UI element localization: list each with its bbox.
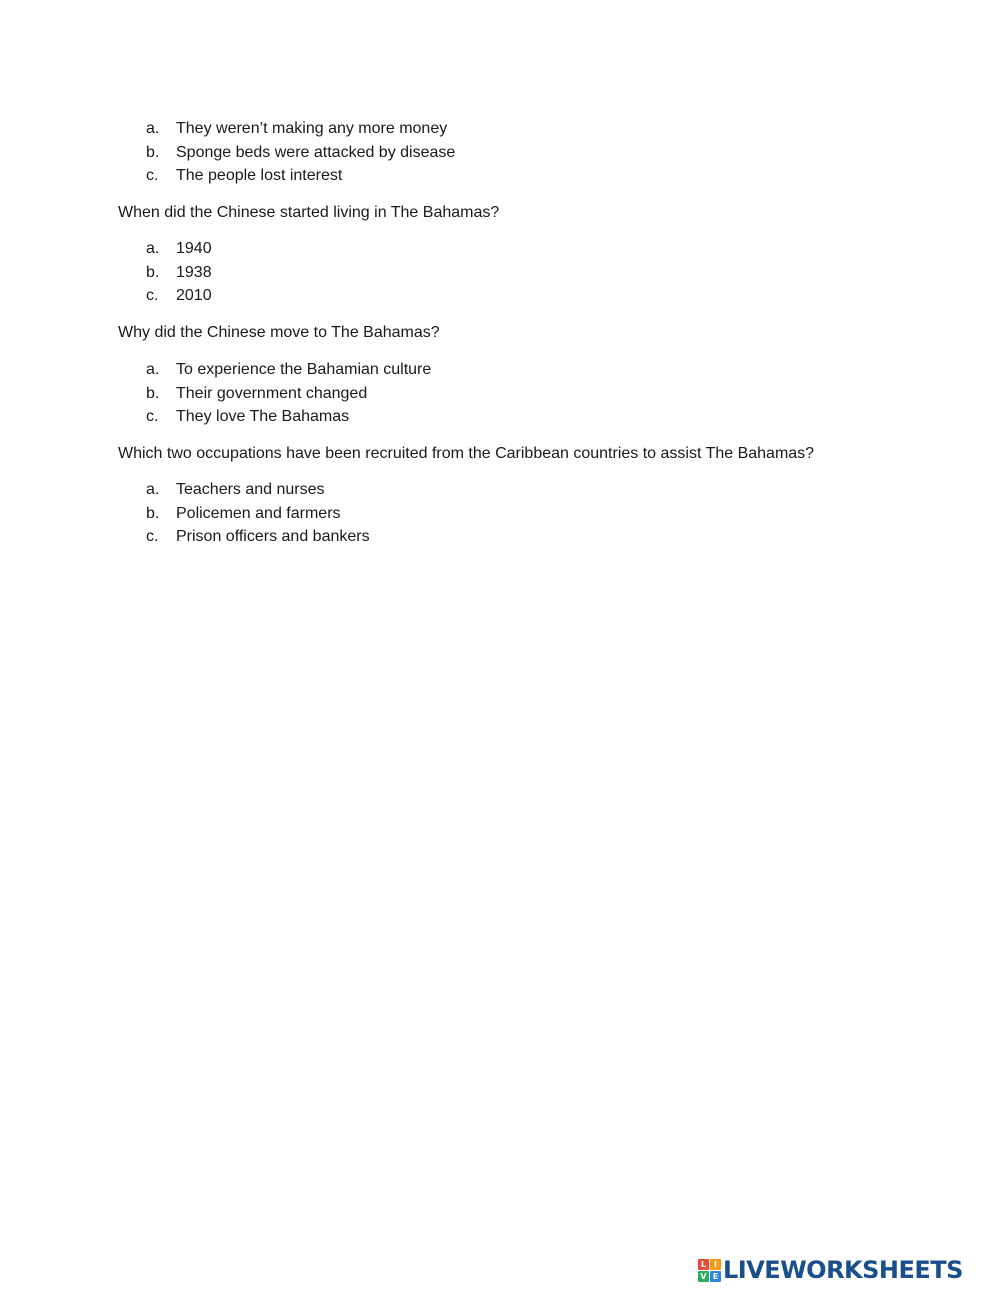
option-text: Sponge beds were attacked by disease: [176, 143, 456, 161]
option-letter: c.: [146, 287, 159, 304]
option-text: 1938: [176, 263, 212, 281]
option-2b: [146, 261, 212, 285]
option-text: The people lost interest: [176, 167, 343, 184]
option-text: They love The Bahamas: [176, 408, 350, 425]
option-letter: a.: [146, 120, 160, 137]
logo-tile: I: [710, 1259, 721, 1270]
option-4b: [146, 502, 370, 526]
option-text: 2010: [176, 287, 212, 304]
option-3a: [146, 358, 431, 382]
logo-tile: V: [698, 1271, 709, 1282]
question-3: Why did the Chinese move to The Bahamas?: [118, 324, 440, 341]
option-letter: b.: [146, 263, 160, 281]
option-text: Prison officers and bankers: [176, 528, 370, 545]
logo-tile: E: [710, 1271, 721, 1282]
option-text: Policemen and farmers: [176, 504, 341, 522]
option-list-4: [146, 478, 370, 549]
option-letter: a.: [146, 361, 160, 378]
option-4a: [146, 478, 370, 502]
question-4: Which two occupations have been recruited from the Caribbean countries to assist The Bahamas?: [118, 445, 815, 462]
option-letter: b.: [146, 504, 160, 522]
option-3b: [146, 382, 431, 406]
option-1a: [146, 117, 455, 141]
option-4c: [146, 525, 370, 549]
option-2c: [146, 284, 212, 308]
option-list-3: [146, 358, 431, 429]
logo-wordmark: LIVEWORKSHEETS: [723, 1256, 963, 1284]
option-1b: [146, 141, 455, 165]
option-list-2: [146, 237, 212, 308]
option-2a: [146, 237, 212, 261]
logo-tile: L: [698, 1259, 709, 1270]
option-letter: b.: [146, 384, 160, 402]
option-text: Teachers and nurses: [176, 481, 325, 498]
option-letter: b.: [146, 143, 160, 161]
option-text: They weren’t making any more money: [176, 120, 448, 137]
option-text: To experience the Bahamian culture: [176, 361, 432, 378]
option-letter: a.: [146, 481, 160, 498]
option-letter: c.: [146, 167, 159, 184]
logo-tiles-icon: [698, 1259, 721, 1282]
option-letter: a.: [146, 240, 160, 257]
option-1c: [146, 164, 455, 188]
option-3c: [146, 405, 431, 429]
option-list-1: [146, 117, 455, 188]
liveworksheets-logo: [698, 1256, 963, 1284]
question-2: When did the Chinese started living in The Bahamas?: [118, 204, 500, 221]
option-text: 1940: [176, 240, 212, 257]
option-text: Their government changed: [176, 384, 368, 402]
option-letter: c.: [146, 528, 159, 545]
option-letter: c.: [146, 408, 159, 425]
